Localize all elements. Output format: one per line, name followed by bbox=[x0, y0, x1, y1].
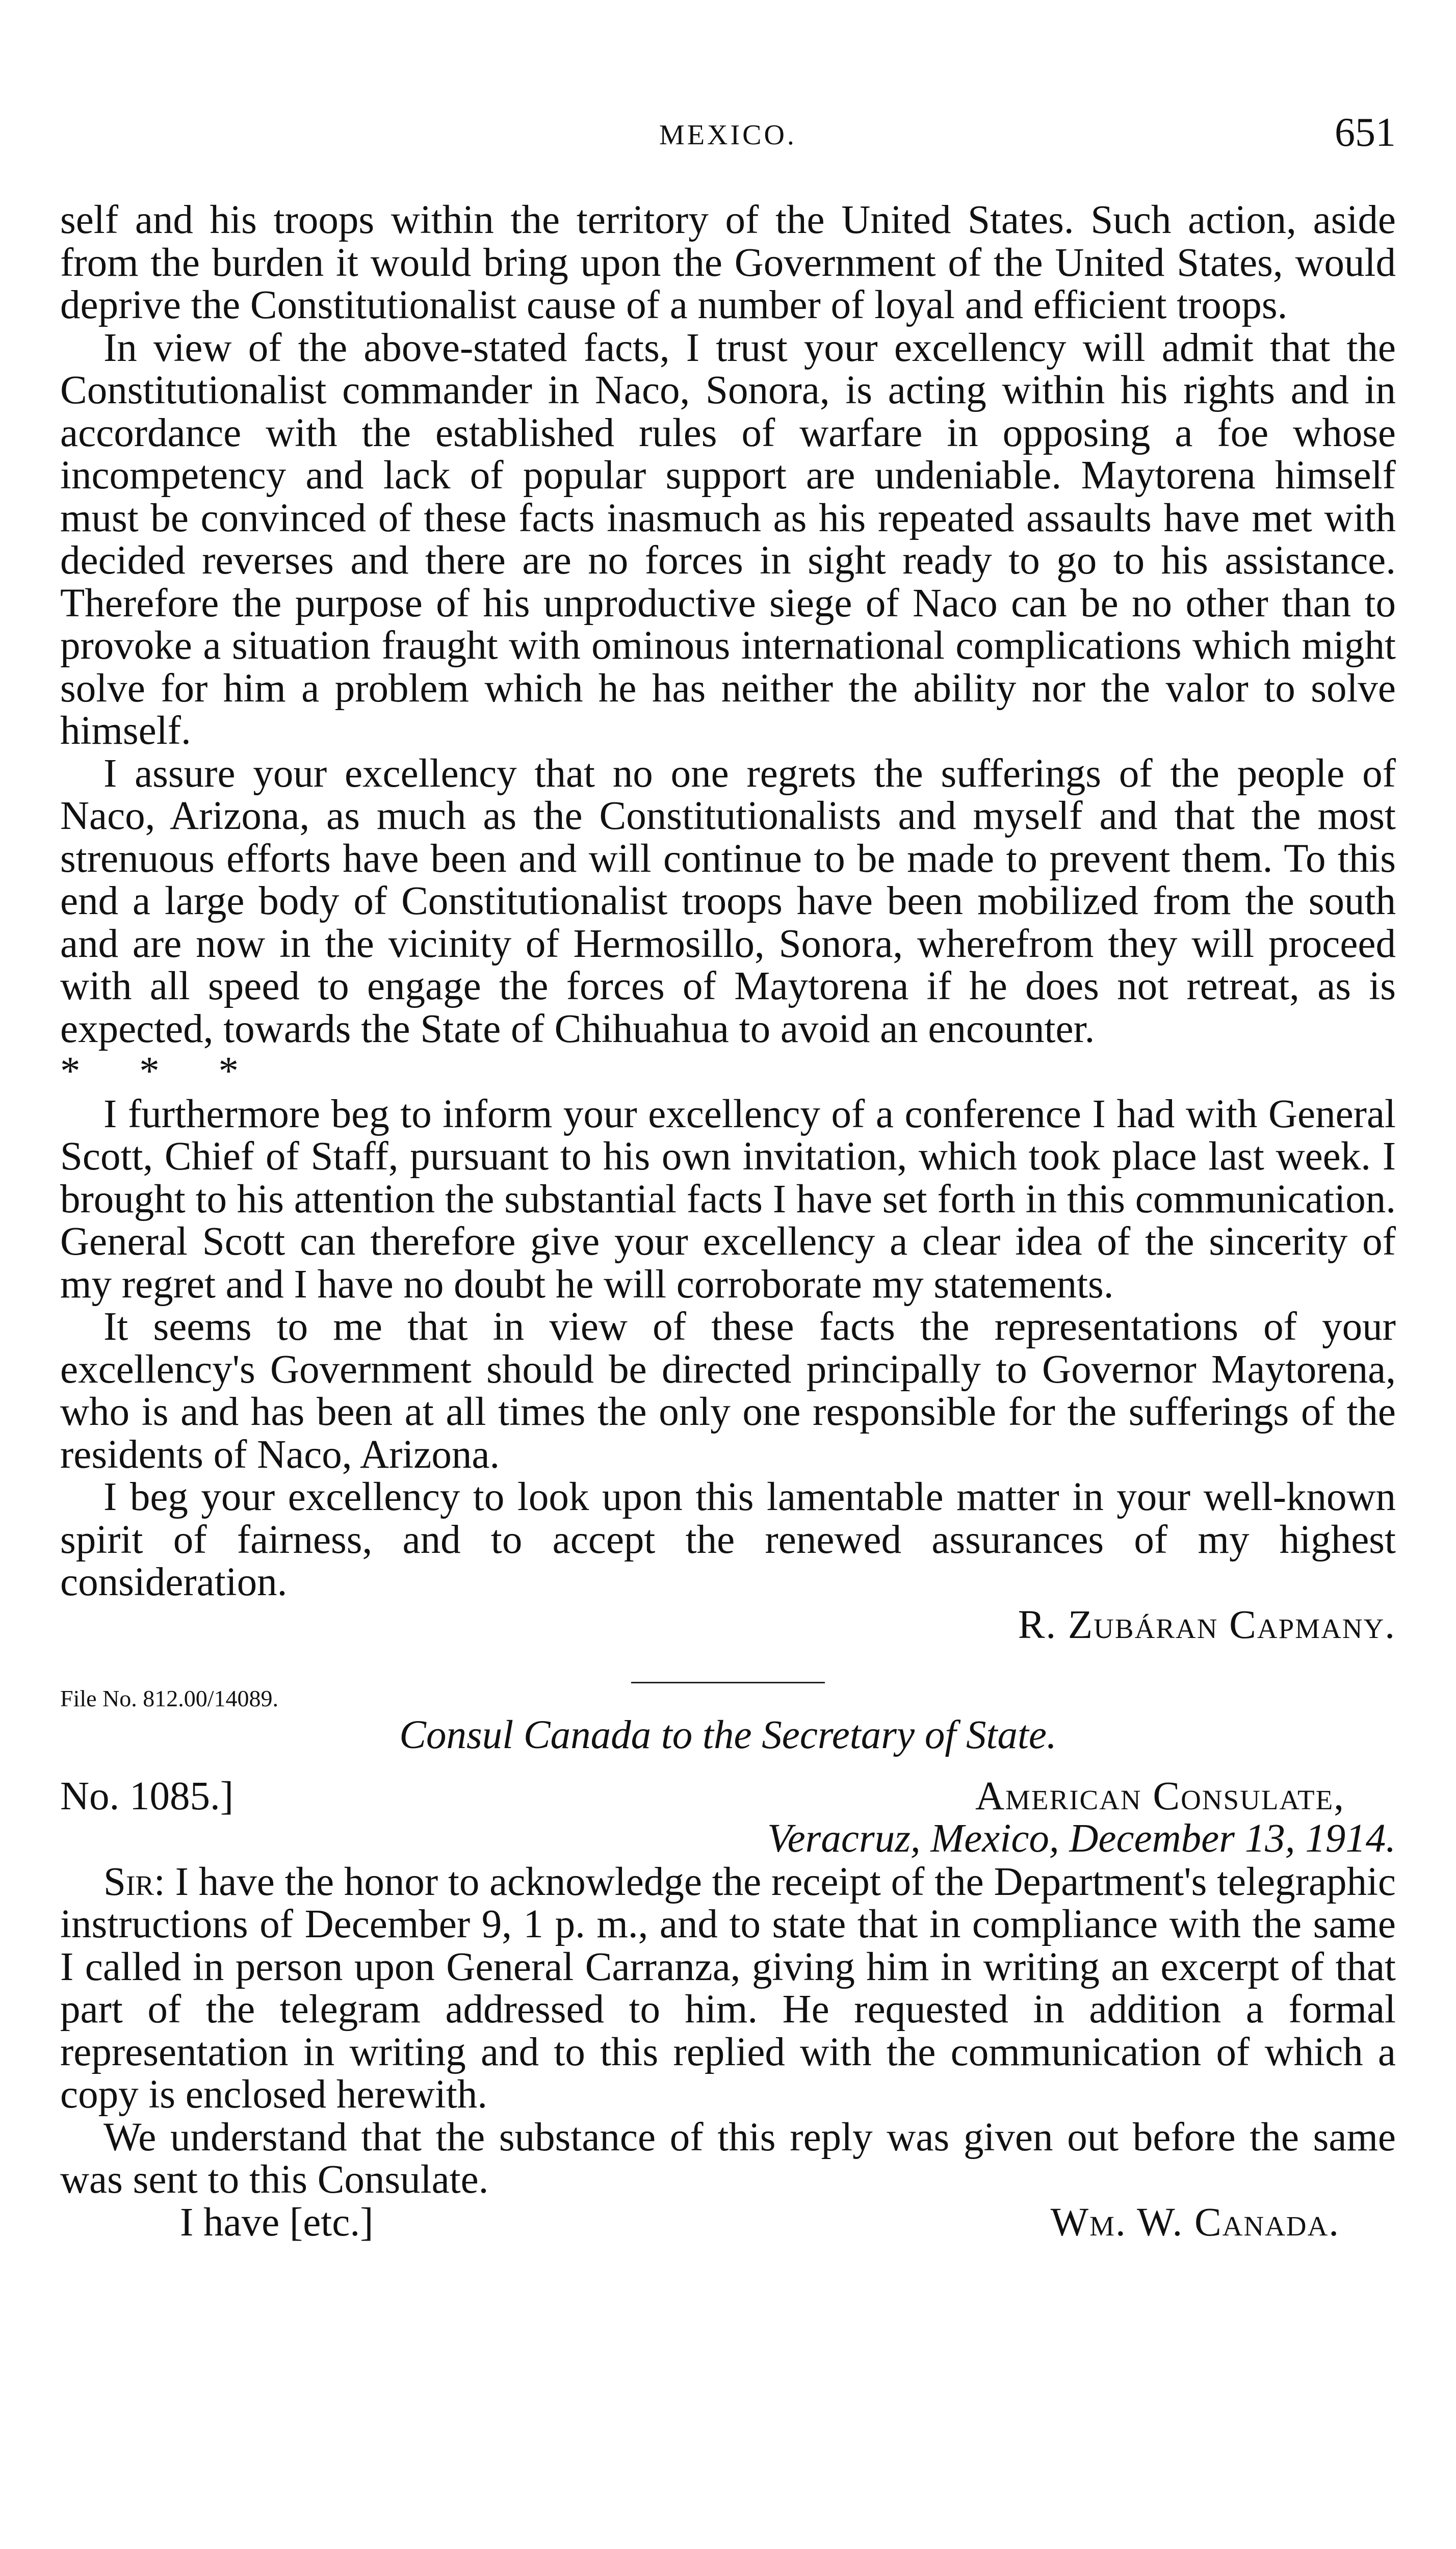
page-header bbox=[60, 110, 1396, 161]
closing-formula: I have [etc.] bbox=[180, 2200, 374, 2245]
signature-capmany: R. Zubáran Capmany. bbox=[1018, 1602, 1396, 1647]
paragraph: I furthermore beg to inform your excellency of a conference I had with General Scott, Chief of Staff, pursuant to his own invitation, which took place last week. I brought to his attention the substantial facts I have set forth in this communication. General Scott can therefore give your excellency a clear idea of the sincerity of my regret and I have no doubt he will corroborate my statements. bbox=[60, 1091, 1396, 1307]
paragraph: In view of the above-stated facts, I trust your excellency will admit that the Constitutionalist commander in Naco, Sonora, is acting within his rights and in accordance with the established rules of warfare in opposing a foe whose incompetency and lack of popular support are undeniable. Maytorena himself must be convinced of these facts inasmuch as his repeated assaults have met with decided reverses and there are no forces in sight ready to go to his assistance. Therefore the purpose of his unproductive siege of Naco can be no other than to provoke a situation fraught with ominous international complications which might solve for him a problem which he has neither the ability nor the valor to solve himself. bbox=[60, 325, 1396, 753]
closing-line bbox=[60, 2201, 1396, 2247]
running-head: MEXICO. bbox=[659, 119, 797, 151]
signature-canada: Wm. W. Canada. bbox=[1050, 2200, 1340, 2245]
file-number: File No. 812.00/14089. bbox=[60, 1685, 279, 1711]
document-title: Consul Canada to the Secretary of State. bbox=[399, 1713, 1057, 1757]
salutation: Sir: bbox=[103, 1859, 165, 1904]
letter-body: I have the honor to acknowledge the receipt of the Department's telegraphic instructions of December 9, 1 p. m., and to state that in compliance with the same I called in person upon General Carranza, giving him in writing an excerpt of that part of the telegram addressed to him. He requested in addition a formal representation in writing and to this replied with the communication of which a copy is enclosed herewith. bbox=[60, 1859, 1396, 2117]
letter-paragraph: We understand that the substance of this reply was given out before the same was sent to this Consulate. bbox=[60, 2115, 1396, 2202]
page-number: 651 bbox=[1335, 110, 1396, 155]
body-text bbox=[60, 199, 1396, 2247]
dateline-place: American Consulate, bbox=[975, 1774, 1345, 1818]
dateline-date: Veracruz, Mexico, December 13, 1914. bbox=[767, 1816, 1396, 1861]
paragraph: I beg your excellency to look upon this lamentable matter in your well-known spirit of fairness, and to accept the renewed assurances of my highest consideration. bbox=[60, 1475, 1396, 1604]
ellipsis-stars: * * * bbox=[60, 1049, 263, 1094]
paragraph: It seems to me that in view of these facts the representations of your excellency's Government should be directed principally to Governor Maytorena, who is and has been at all times the only one responsible for the sufferings of the residents of Naco, Arizona. bbox=[60, 1305, 1396, 1477]
paragraph-continued: self and his troops within the territory of the United States. Such action, aside from the burden it would bring upon the Government of the United States, would deprive the Constitutionalist cause of a number of loyal and efficient troops. bbox=[60, 198, 1396, 327]
dispatch-number: No. 1085.] bbox=[60, 1774, 234, 1818]
paragraph: I assure your excellency that no one regrets the sufferings of the people of Naco, Arizona, as much as the Constitutionalists and myself and that the most strenuous efforts have been and will continue to be made to prevent them. To this end a large body of Constitutionalist troops have been mobilized from the south and are now in the vicinity of Hermosillo, Sonora, wherefrom they will proceed with all speed to engage the forces of Maytorena if he does not retreat, as is expected, towards the State of Chihuahua to avoid an encounter. bbox=[60, 751, 1396, 1051]
dateline bbox=[60, 1775, 1396, 1861]
letter-paragraph bbox=[60, 1861, 1396, 2116]
